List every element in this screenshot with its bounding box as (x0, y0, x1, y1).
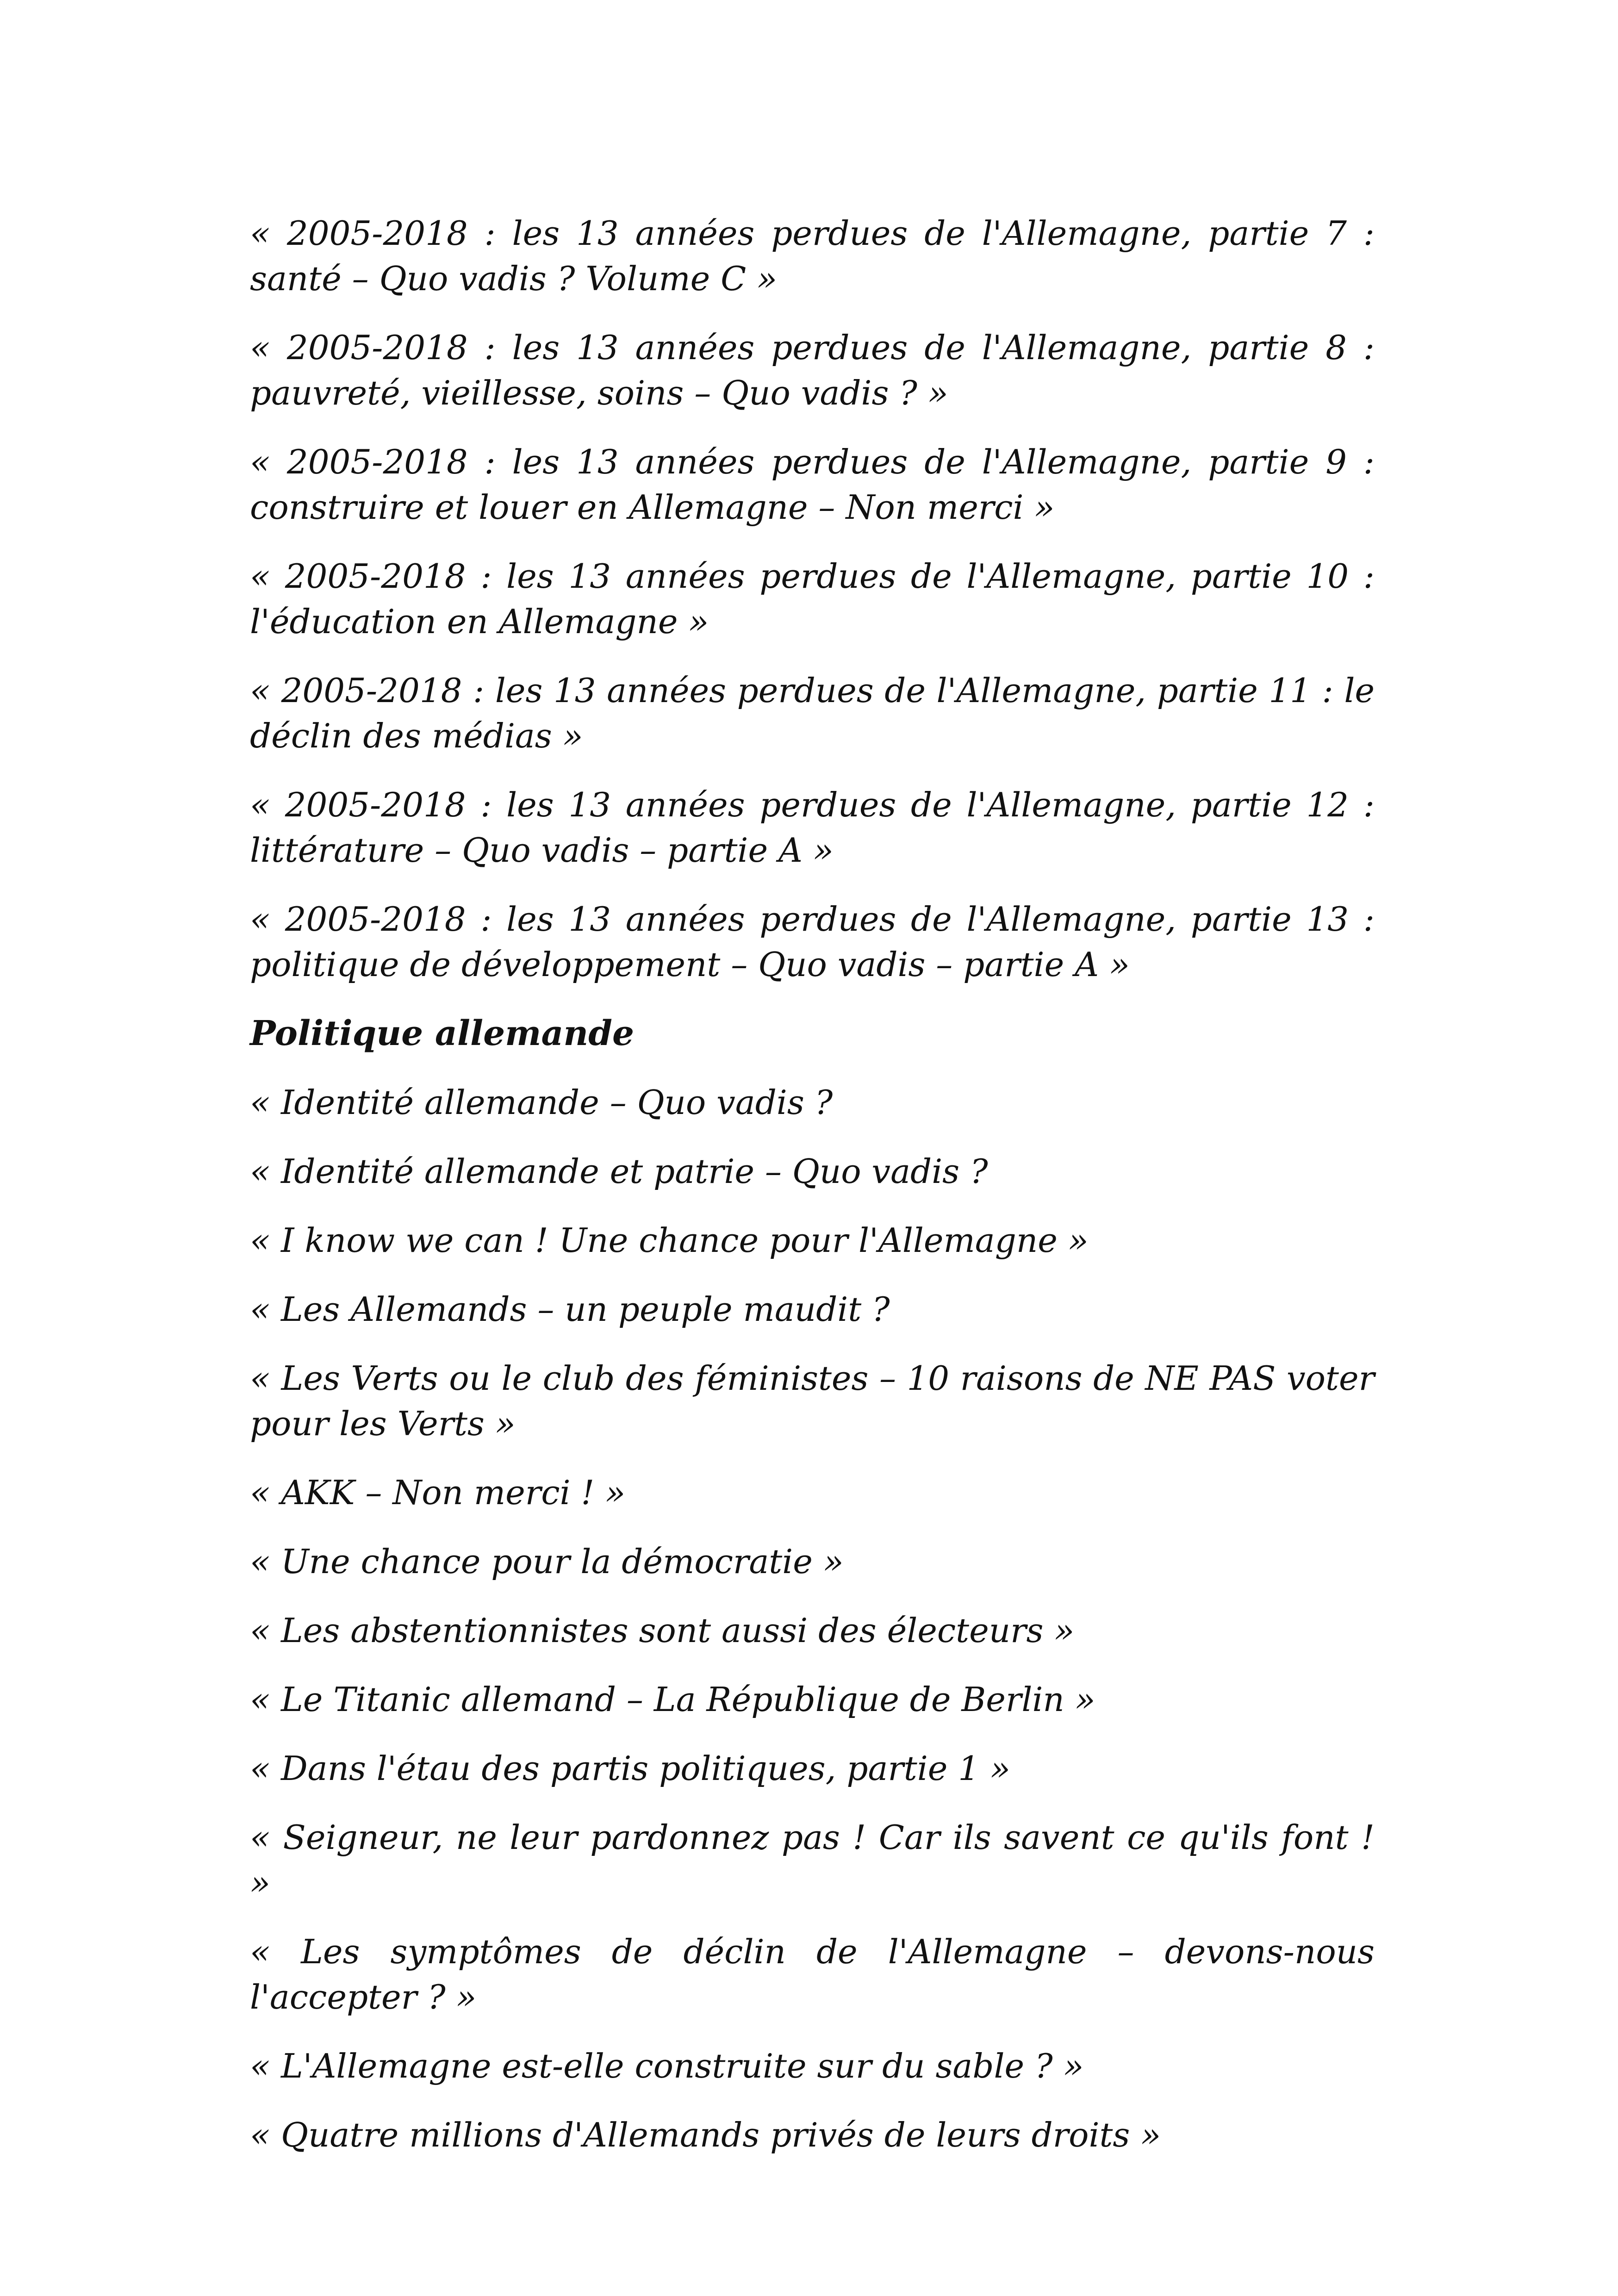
list-item: « Les abstentionnistes sont aussi des électeurs » (250, 1611, 1075, 1650)
list-item: « L'Allemagne est-elle construite sur du sable ? » (250, 2047, 1084, 2085)
list-item: « Identité allemande – Quo vadis ? (250, 1083, 833, 1122)
list-item: « 2005-2018 : les 13 années perdues de l'Allemagne, partie 11 : le déclin des médias » (250, 671, 1375, 755)
list-item: « 2005-2018 : les 13 années perdues de l'Allemagne, partie 9 : construire et louer en Allemagne – Non merci » (250, 442, 1375, 527)
list-item: « 2005-2018 : les 13 années perdues de l'Allemagne, partie 7 : santé – Quo vadis ? Volume C » (250, 214, 1375, 298)
list-item: « Une chance pour la démocratie » (250, 1542, 844, 1581)
list-item: « AKK – Non merci ! » (250, 1473, 626, 1512)
list-item: « 2005-2018 : les 13 années perdues de l'Allemagne, partie 8 : pauvreté, vieillesse, soins – Quo vadis ? » (250, 328, 1375, 412)
list-item: « Les symptômes de déclin de l'Allemagne – devons-nous l'accepter ? » (250, 1932, 1375, 2016)
section-heading: Politique allemande (250, 1014, 635, 1053)
list-item: « Les Verts ou le club des féministes – 10 raisons de NE PAS voter pour les Verts » (250, 1359, 1375, 1443)
list-item: « Quatre millions d'Allemands privés de leurs droits » (250, 2116, 1161, 2154)
list-item: « Les Allemands – un peuple maudit ? (250, 1290, 890, 1329)
list-item: « Seigneur, ne leur pardonnez pas ! Car ils savent ce qu'ils font ! » (250, 1818, 1375, 1902)
list-item: « Identité allemande et patrie – Quo vadis ? (250, 1152, 988, 1191)
list-item: « 2005-2018 : les 13 années perdues de l'Allemagne, partie 10 : l'éducation en Allemagne » (250, 557, 1375, 641)
list-item: « 2005-2018 : les 13 années perdues de l'Allemagne, partie 13 : politique de développement – Quo vadis – partie A » (250, 900, 1375, 984)
document-page (250, 211, 1375, 2181)
list-item: « 2005-2018 : les 13 années perdues de l'Allemagne, partie 12 : littérature – Quo vadis – partie A » (250, 785, 1375, 870)
list-item: « Dans l'étau des partis politiques, partie 1 » (250, 1749, 1010, 1788)
list-item: « I know we can ! Une chance pour l'Allemagne » (250, 1221, 1089, 1260)
list-item: « Le Titanic allemand – La République de Berlin » (250, 1680, 1095, 1719)
